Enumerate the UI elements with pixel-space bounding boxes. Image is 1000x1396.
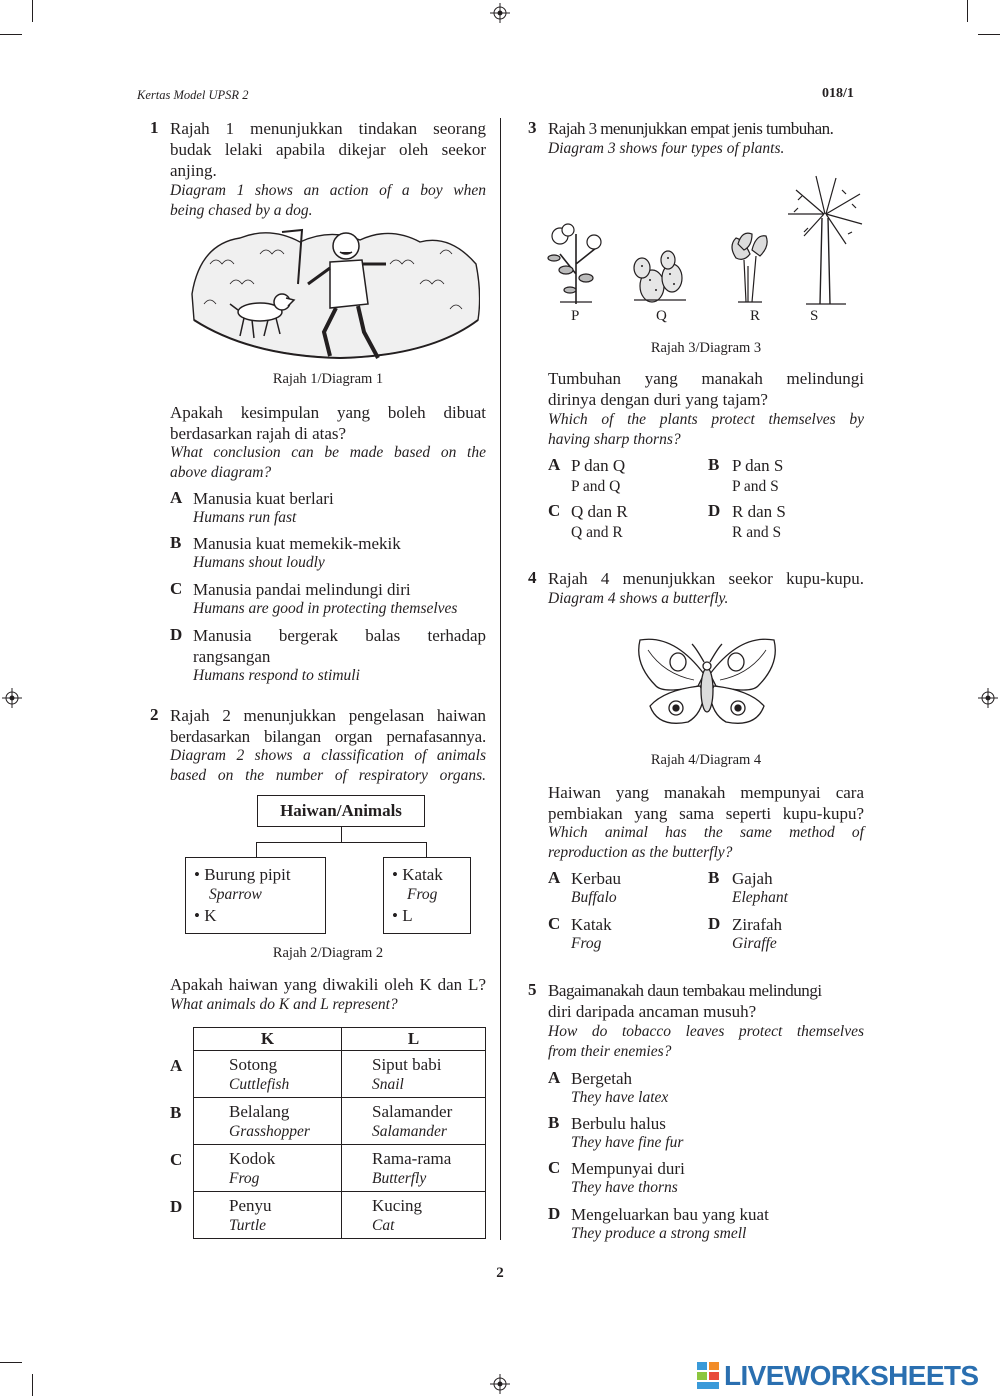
stem-en-line: Diagram 1 shows an action of a boy when <box>170 182 486 199</box>
cell-ms: Siput babi <box>372 1055 442 1074</box>
option-ms: Berbulu halus <box>571 1114 666 1133</box>
cell-ms: Kodok <box>229 1149 276 1168</box>
caption: Rajah 3/Diagram 3 <box>650 340 762 356</box>
cell-ms: Kucing <box>372 1196 423 1215</box>
option-en: P and Q <box>571 478 621 495</box>
tree-root-box: Haiwan/Animals <box>257 795 425 827</box>
tree-connector <box>256 842 427 843</box>
tree-item-en: Frog <box>407 886 438 903</box>
cell-ms: Salamander <box>372 1102 453 1121</box>
cell-en: Butterfly <box>372 1170 427 1187</box>
option-en: Humans run fast <box>193 509 297 526</box>
stem-ms: Rajah 4 menunjukkan seekor kupu-kupu. <box>548 569 864 588</box>
option-ms: R dan S <box>732 502 786 521</box>
liveworksheets-logo-icon <box>697 1362 721 1390</box>
page-number: 2 <box>496 1265 504 1281</box>
liveworksheets-logo[interactable] <box>697 1360 997 1392</box>
tree-left-box <box>185 857 326 934</box>
option-letter: D <box>708 501 721 520</box>
table-header: L <box>342 1028 486 1051</box>
plant-label: R <box>750 308 761 324</box>
question-ms-line: Apakah kesimpulan yang boleh dibuat <box>170 403 486 422</box>
question-ms-line: berdasarkan rajah di atas? <box>170 424 347 443</box>
watermark-text: LIVEWORKSHEETS <box>724 1360 979 1391</box>
table-row-d[interactable] <box>194 1192 486 1239</box>
registration-mark-right <box>978 688 998 708</box>
option-en: Q and R <box>571 524 623 541</box>
row-letter: C <box>170 1150 183 1169</box>
cell-ms: Rama-rama <box>372 1149 452 1168</box>
option-en: R and S <box>732 524 782 541</box>
question-en-line: above diagram? <box>170 464 272 481</box>
option-letter: C <box>548 501 561 520</box>
stem-en-line: How do tobacco leaves protect themselves <box>548 1023 864 1040</box>
option-letter: C <box>548 914 561 933</box>
option-ms-line2: rangsangan <box>193 647 271 666</box>
plant-label: S <box>810 308 819 324</box>
boy-chased-by-dog-illustration <box>190 224 480 366</box>
stem-ms-line: Rajah 1 menunjukkan tindakan seorang <box>170 119 486 138</box>
cell-en: Snail <box>372 1076 404 1093</box>
tree-item: • Katak <box>392 865 443 884</box>
table-header: K <box>194 1028 342 1051</box>
question-number: 1 <box>150 118 159 137</box>
option-letter: D <box>548 1204 561 1223</box>
option-ms: P dan Q <box>571 456 626 475</box>
question-en-line: reproduction as the butterfly? <box>548 844 733 861</box>
option-ms: Manusia kuat memekik-mekik <box>193 534 401 553</box>
question-ms-line: Haiwan yang manakah mempunyai cara <box>548 783 864 802</box>
question-number: 3 <box>528 118 537 137</box>
option-letter: A <box>548 1068 561 1087</box>
cell-en: Turtle <box>229 1217 267 1234</box>
tree-item: • L <box>392 906 413 925</box>
tree-connector <box>426 842 427 857</box>
option-en: They produce a strong smell <box>571 1225 747 1242</box>
cell-ms: Penyu <box>229 1196 272 1215</box>
stem-ms-line: diri daripada ancaman musuh? <box>548 1002 757 1021</box>
tree-item-en: Sparrow <box>209 886 262 903</box>
question-ms-line: pembiakan yang sama seperti kupu-kupu? <box>548 804 864 823</box>
row-letter: A <box>170 1056 183 1075</box>
stem-ms: Rajah 3 menunjukkan empat jenis tumbuhan. <box>548 119 834 138</box>
option-en: They have thorns <box>571 1179 678 1196</box>
option-ms: P dan S <box>732 456 784 475</box>
question-ms-line: Tumbuhan yang manakah melindungi <box>548 369 864 388</box>
answer-table <box>193 1027 486 1239</box>
tree-connector <box>256 842 257 857</box>
plant-label: Q <box>656 308 667 324</box>
option-ms: Manusia bergerak balas terhadap <box>193 626 486 645</box>
option-ms: Zirafah <box>732 915 783 934</box>
option-en: They have fine fur <box>571 1134 684 1151</box>
stem-ms-line: budak lelaki apabila dikejar oleh seekor <box>170 140 486 159</box>
option-en: Frog <box>571 935 602 952</box>
question-number: 2 <box>150 705 159 724</box>
option-letter: B <box>708 868 720 887</box>
question-number: 4 <box>528 568 537 587</box>
option-ms: Katak <box>571 915 612 934</box>
option-en: They have latex <box>571 1089 669 1106</box>
stem-en-line: from their enemies? <box>548 1043 672 1060</box>
stem-en: Diagram 4 shows a butterfly. <box>548 590 729 607</box>
four-plants-illustration <box>540 174 865 310</box>
tree-right-box <box>383 857 471 934</box>
question-ms-line: dirinya dengan duri yang tajam? <box>548 390 768 409</box>
cell-en: Salamander <box>372 1123 447 1140</box>
option-letter: C <box>548 1158 561 1177</box>
stem-ms-line: Rajah 2 menunjukkan pengelasan haiwan <box>170 706 486 725</box>
plant-r-yam <box>732 233 767 302</box>
stem-ms-line: Bagaimanakah daun tembakau melindungi <box>548 981 822 1000</box>
cell-ms: Belalang <box>229 1102 290 1121</box>
option-en: Buffalo <box>571 889 617 906</box>
caption: Rajah 4/Diagram 4 <box>650 752 762 768</box>
option-letter: B <box>170 533 182 552</box>
option-en: Humans are good in protecting themselves <box>193 600 458 617</box>
plant-s-palm <box>788 176 862 304</box>
option-en: P and S <box>732 478 779 495</box>
option-letter: A <box>548 868 561 887</box>
butterfly-illustration <box>634 634 780 730</box>
stem-en-line: Diagram 2 shows a classification of animals <box>170 747 486 764</box>
cell-ms: Sotong <box>229 1055 278 1074</box>
header-right: 018/1 <box>822 86 854 101</box>
option-letter: D <box>708 914 721 933</box>
stem-ms-line: berdasarkan bilangan organ pernafasannya. <box>170 727 486 746</box>
registration-mark-top <box>490 3 510 23</box>
option-letter: A <box>548 455 561 474</box>
option-ms: Manusia kuat berlari <box>193 489 334 508</box>
option-ms: Mengeluarkan bau yang kuat <box>571 1205 769 1224</box>
option-letter: D <box>170 625 183 644</box>
option-letter: B <box>548 1113 560 1132</box>
option-letter: B <box>708 455 720 474</box>
cell-en: Grasshopper <box>229 1123 310 1140</box>
question-en: What animals do K and L represent? <box>170 996 398 1013</box>
question-en-line: Which animal has the same method of <box>548 824 864 841</box>
option-en: Humans shout loudly <box>193 554 325 571</box>
plant-q-cactus <box>634 251 686 302</box>
option-ms: Mempunyai duri <box>571 1159 685 1178</box>
option-en: Elephant <box>732 889 788 906</box>
cell-en: Cuttlefish <box>229 1076 290 1093</box>
question-en-line: Which of the plants protect themselves by <box>548 411 864 428</box>
row-letter: D <box>170 1197 183 1216</box>
table-row-c[interactable] <box>194 1145 486 1192</box>
caption: Rajah 1/Diagram 1 <box>272 371 384 387</box>
plant-p-rose <box>548 224 601 304</box>
option-letter: A <box>170 488 183 507</box>
question-en-line: having sharp thorns? <box>548 431 681 448</box>
option-ms: Q dan R <box>571 502 628 521</box>
option-letter: C <box>170 579 183 598</box>
option-ms: Bergetah <box>571 1069 633 1088</box>
tree-item: • Burung pipit <box>194 865 291 884</box>
option-ms: Manusia pandai melindungi diri <box>193 580 411 599</box>
stem-en-line: being chased by a dog. <box>170 202 313 219</box>
cell-en: Cat <box>372 1217 395 1234</box>
registration-mark-left <box>2 688 22 708</box>
option-ms: Gajah <box>732 869 773 888</box>
question-ms: Apakah haiwan yang diwakili oleh K dan L? <box>170 975 486 994</box>
column-divider <box>500 118 501 1240</box>
table-row-a[interactable] <box>194 1051 486 1098</box>
stem-ms-line: anjing. <box>170 161 217 180</box>
row-letter: B <box>170 1103 182 1122</box>
question-number: 5 <box>528 980 537 999</box>
registration-mark-bottom <box>490 1374 510 1394</box>
plant-label: P <box>571 308 580 324</box>
option-ms: Kerbau <box>571 869 622 888</box>
caption: Rajah 2/Diagram 2 <box>272 945 384 961</box>
option-en: Giraffe <box>732 935 777 952</box>
tree-item: • K <box>194 906 217 925</box>
stem-en-line: based on the number of respiratory organs. <box>170 767 486 784</box>
stem-en: Diagram 3 shows four types of plants. <box>548 140 785 157</box>
cell-en: Frog <box>229 1170 260 1187</box>
header-left: Kertas Model UPSR 2 <box>137 88 249 102</box>
tree-connector <box>341 826 342 842</box>
option-en: Humans respond to stimuli <box>193 667 360 684</box>
table-row-b[interactable] <box>194 1098 486 1145</box>
question-en-line: What conclusion can be made based on the <box>170 444 486 461</box>
